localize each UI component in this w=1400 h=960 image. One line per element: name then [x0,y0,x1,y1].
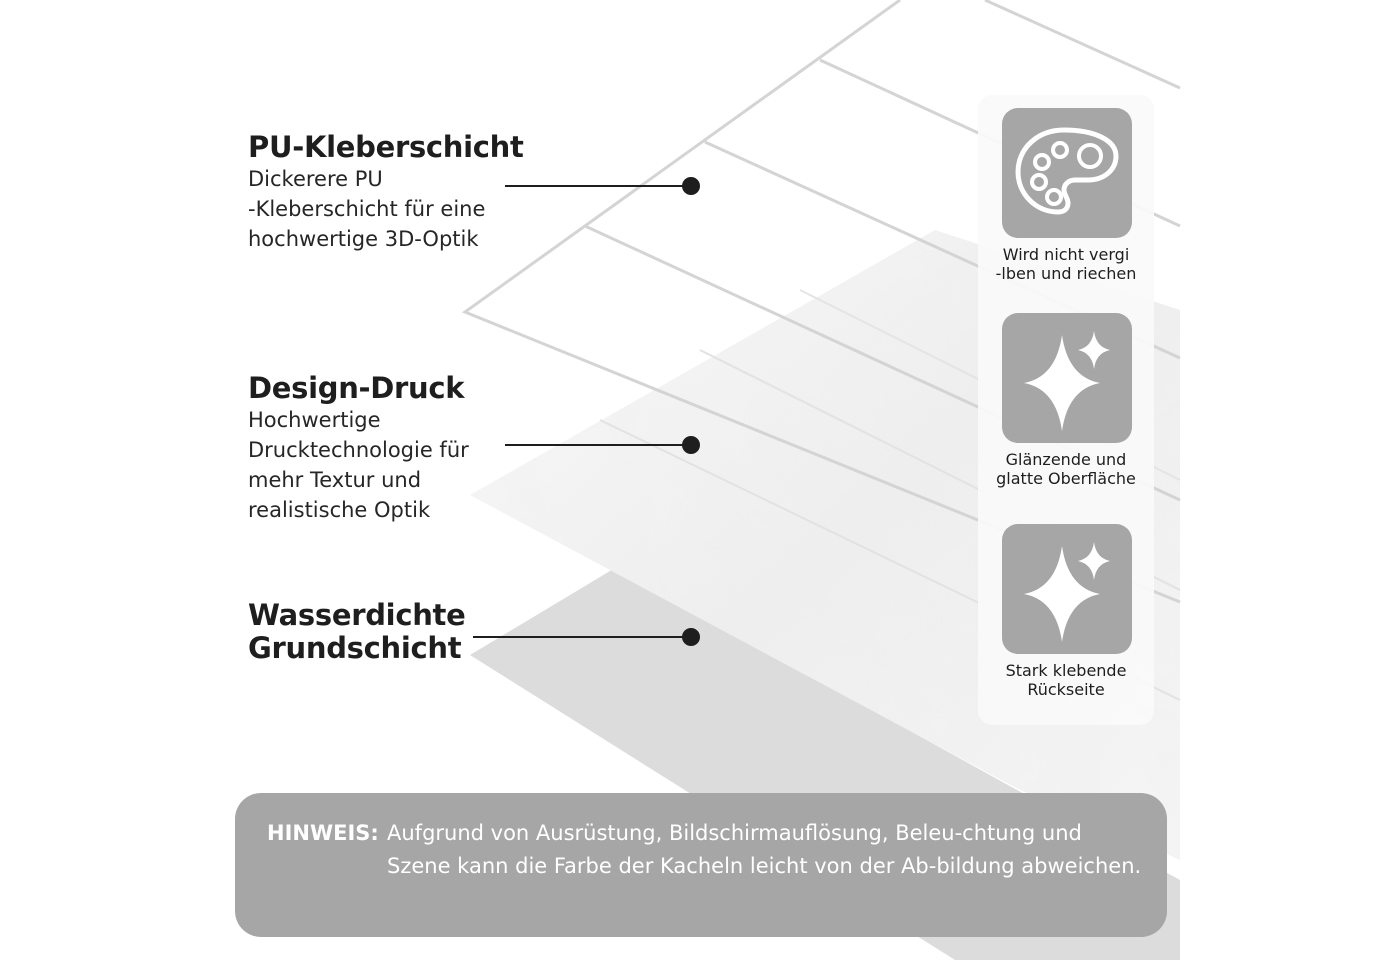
layer-label-design [248,371,508,525]
caption-line: -lben und riechen [995,264,1137,283]
feature-caption [978,450,1154,488]
feature-panel [978,95,1154,725]
caption-line: Rückseite [1027,680,1105,699]
leader-line [505,185,691,187]
caption-line: Wird nicht vergi [1002,245,1130,264]
layer-title: Design-Druck [248,371,465,405]
layer-title: Grundschicht [248,631,462,665]
notice-label: HINWEIS: [267,821,379,845]
caption-line: glatte Oberfläche [996,469,1136,488]
palette-icon [1002,108,1132,238]
layer-title: PU-Kleberschicht [248,130,524,164]
layer-description-line: Drucktechnologie für [248,438,469,462]
leader-line [505,444,691,446]
leader-dot [682,177,700,195]
notice-text: Aufgrund von Ausrüstung, Bildschirmauflösung, Beleu-chtung und Szene kann die Farbe der Kacheln leicht von der Ab-bildung abweichen. [387,821,1142,878]
leader-line [473,636,691,638]
caption-line: Glänzende und [1005,450,1127,469]
sparkle-icon [1002,313,1132,443]
leader-dot [682,628,700,646]
notice-box [235,793,1167,937]
layer-description-line: Hochwertige [248,408,381,432]
layer-description-line: -Kleberschicht für eine [248,197,486,221]
layer-description-line: mehr Textur und [248,468,422,492]
layer-label-base [248,599,488,665]
feature-caption [978,661,1154,699]
layer-title: Wasserdichte [248,598,466,632]
leader-dot [682,436,700,454]
sparkle-icon [1002,524,1132,654]
layer-description-line: realistische Optik [248,498,431,522]
caption-line: Stark klebende [1005,661,1127,680]
layer-description-line: hochwertige 3D-Optik [248,227,479,251]
feature-icon-box [1002,524,1132,654]
layer-label-pu [248,130,538,254]
feature-caption [978,245,1154,283]
layer-description-line: Dickerere PU [248,167,383,191]
feature-icon-box [1002,108,1132,238]
feature-icon-box [1002,313,1132,443]
